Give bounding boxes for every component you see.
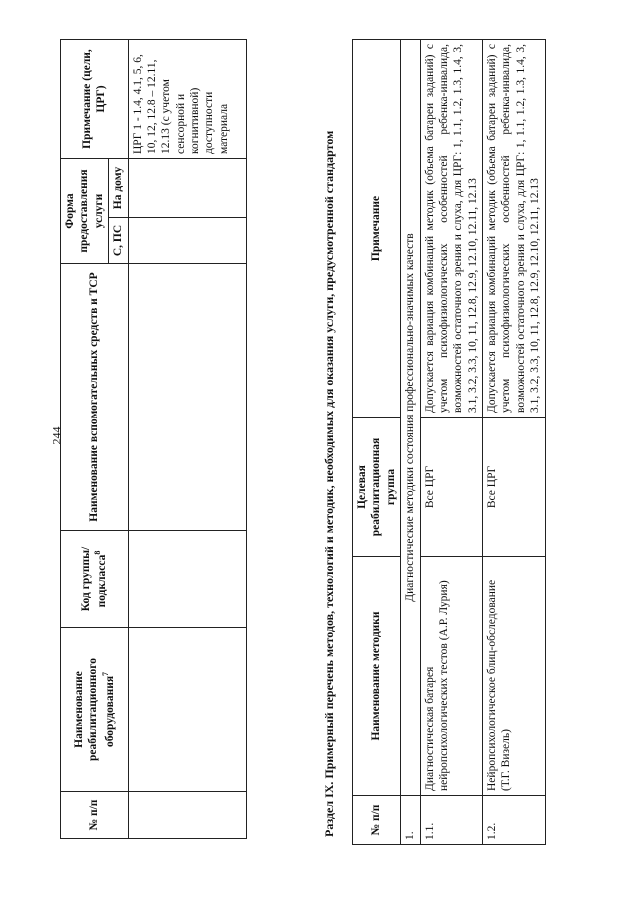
header-num: № п/п: [61, 792, 129, 839]
table-row: [420, 40, 483, 845]
header-form: Форма предоставления услуги: [61, 159, 109, 264]
row-note: Допускается вариация комбинаций методик (объема батареи заданий) с учетом психофизиологических особенностей ребенка-инвалида, возможностей остаточного зрения и слуха, для ЦРГ: 1, 1.1, 1.2, 1.3, 1.4, 3, 3.1, 3.2, 3.3, 10, 11, 12.8, 12.9, 12.10, 12.11, 12.13: [420, 40, 483, 418]
row-method: Диагностическая батарея нейропсихологических тестов (А.Р. Лурия): [420, 557, 483, 796]
row-num: 1.2.: [483, 796, 546, 845]
cell-aids: [128, 264, 246, 531]
table-row: [483, 40, 546, 845]
header-equipment: Наименование реабилитационного оборудования$^7$: [61, 628, 129, 792]
page-number: 244: [49, 426, 64, 445]
cell-form-c: [128, 217, 246, 263]
header-aids: Наименование вспомогательных средств и ТСР: [61, 264, 129, 531]
header-group: Целевая реабилитационная группа: [353, 418, 401, 557]
header-num: № п/п: [353, 796, 401, 845]
header-note: Примечание: [353, 40, 401, 418]
cell-note: ЦРГ 1 - 1.4, 4.1, 5, 6, 10, 12, 12.8 – 12.11, 12.13 (с учетом сенсорной и когнитивной) доступности материала: [128, 40, 246, 159]
row-group: Все ЦРГ: [420, 418, 483, 557]
header-method: Наименование методики: [353, 557, 401, 796]
group-row-title: Диагностические методики состояния профессионально-значимых качеств: [401, 40, 420, 796]
row-note: Допускается вариация комбинаций методик (объема батареи заданий) с учетом психофизиологических особенностей ребенка-инвалида, возможностей остаточного зрения и слуха, для ЦРГ: 1, 1.1, 1.2, 1.3, 1.4, 3, 3.1, 3.2, 3.3, 10, 11, 12.8, 12.9, 12.10, 12.11, 12.13: [483, 40, 546, 418]
section-title: Раздел IX. Примерный перечень методов, технологий и методик, необходимых для оказания услуги, предусмотренной стандартом: [322, 130, 336, 837]
group-row: [401, 40, 420, 845]
cell-equipment: [128, 628, 246, 792]
equipment-table: [60, 39, 247, 839]
methods-table-header: [353, 40, 401, 845]
row-group: Все ЦРГ: [483, 418, 546, 557]
equipment-table-row: [128, 40, 246, 839]
header-note: Примечание (цели, ЦРГ): [61, 40, 129, 159]
group-row-num: 1.: [401, 796, 420, 845]
header-form-c: С, ПС: [109, 217, 128, 263]
row-num: 1.1.: [420, 796, 483, 845]
methods-table: [352, 39, 546, 845]
cell-num: [128, 792, 246, 839]
row-method: Нейропсихологическое блиц-обследование (Т.Г. Визель): [483, 557, 546, 796]
header-form-home: На дому: [109, 159, 128, 218]
header-code: Код группы/ подкласса$^8$: [61, 531, 129, 628]
cell-code: [128, 531, 246, 628]
cell-form-home: [128, 159, 246, 218]
equipment-table-header: [61, 40, 109, 839]
